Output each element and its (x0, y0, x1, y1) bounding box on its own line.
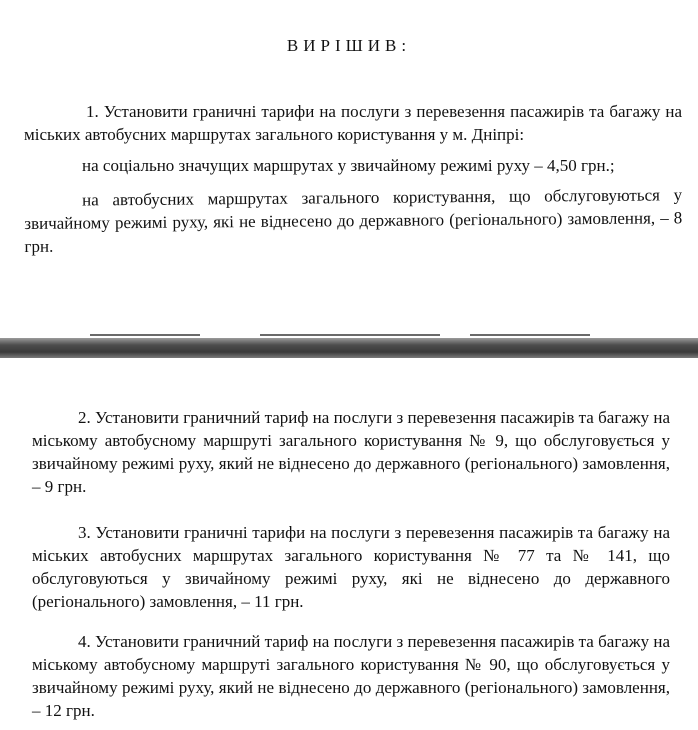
scan-artifact-line (90, 334, 200, 336)
scan-artifact-line (470, 334, 590, 336)
decision-heading: ВИРІШИВ: (286, 36, 412, 55)
paragraph-1-social-routes: на соціально значущих маршрутах у звичайному режимі руху – 4,50 грн.; (82, 156, 615, 175)
paragraph-2: 2. Установити граничний тариф на послуги з перевезення пасажирів та багажу на міському автобусному маршруті загального користування № 9, що обслуговується у звичайному режимі руху, який не віднесено до державного (регіонального) замовлення, – 9 грн. (32, 408, 670, 496)
page-break-band (0, 338, 698, 358)
paragraph-1: 1. Установити граничні тарифи на послуги з перевезення пасажирів та багажу на міських автобусних маршрутах загального користування у м. Дніпрі: (24, 102, 682, 144)
scan-artifact-line (260, 334, 440, 336)
paragraph-4: 4. Установити граничний тариф на послуги з перевезення пасажирів та багажу на міському автобусному маршруті загального користування № 90, що обслуговується у звичайному режимі руху, який не віднесено до державного (регіонального) замовлення, – 12 грн. (32, 632, 670, 720)
paragraph-1-bus-routes: на автобусних маршрутах загального користування, що обслуговуються у звичайному режимі руху, які не віднесено до державного (регіонального) замовлення, – 8 грн. (24, 185, 683, 256)
paragraph-3: 3. Установити граничні тарифи на послуги з перевезення пасажирів та багажу на міських автобусних маршрутах загального користування № 77 та № 141, що обслуговуються у звичайному режимі руху, які не віднесено до державного (регіонального) замовлення, – 11 грн. (32, 523, 670, 611)
